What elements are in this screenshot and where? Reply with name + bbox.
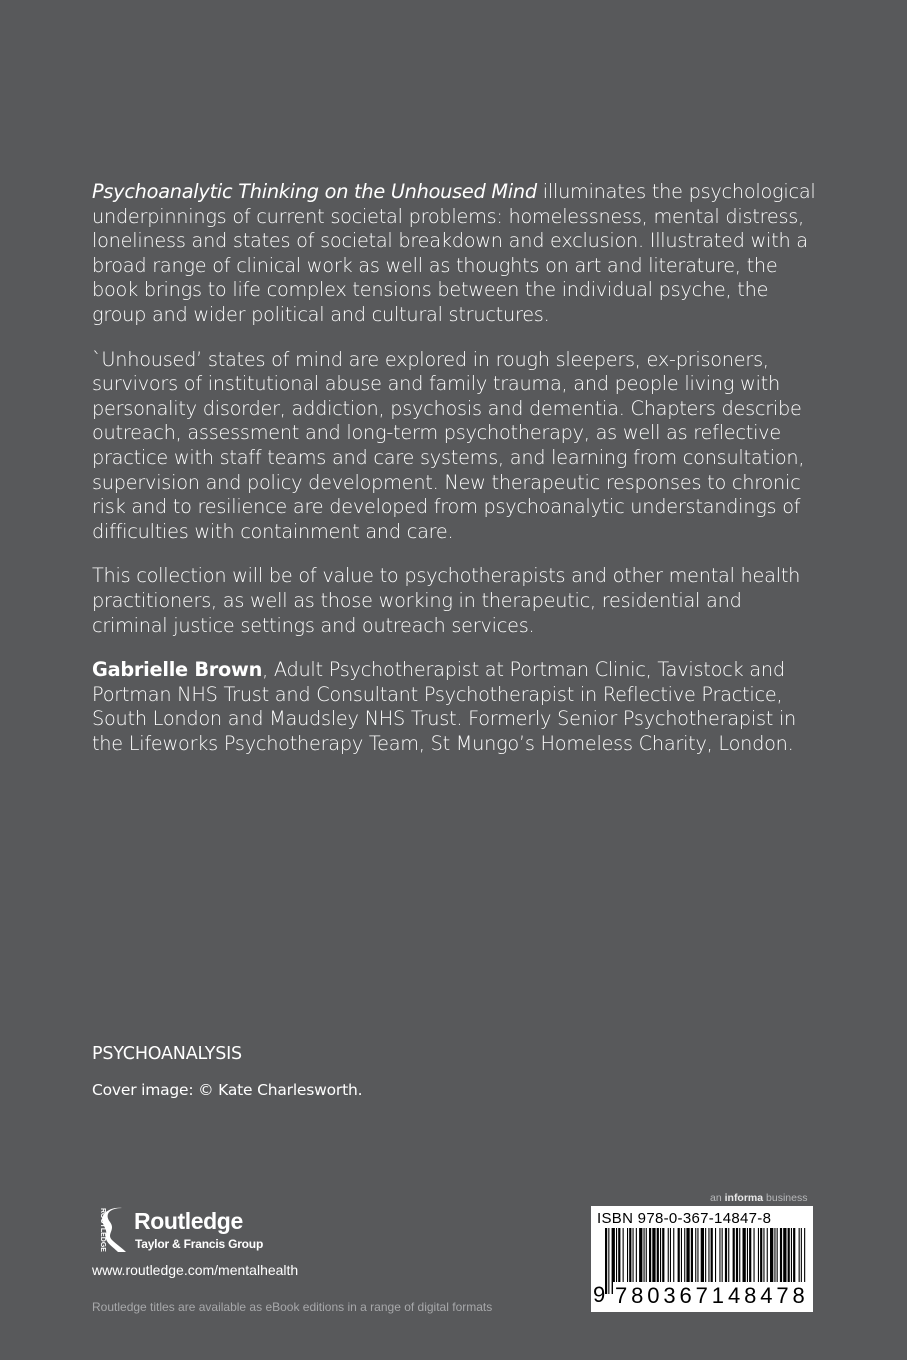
routledge-vertical-text: ROUTLEDGE <box>99 1208 106 1252</box>
informa-suffix: business <box>763 1192 808 1204</box>
author-name: Gabrielle Brown <box>92 658 263 682</box>
cover-image-credit: Cover image: © Kate Charlesworth. <box>92 1081 363 1099</box>
book-title: Psychoanalytic Thinking on the Unhoused Mind <box>92 180 537 203</box>
barcode-bar <box>605 1228 607 1294</box>
blurb-paragraph-3: This collection will be of value to psychotherapists and other mental health practitioners, as well as those working in therapeutic, residential and criminal justice settings and outreach services. <box>92 564 801 637</box>
isbn-barcode <box>591 1206 813 1312</box>
informa-prefix: an <box>710 1192 725 1204</box>
blurb-paragraph-1-text: illuminates the psychological underpinnings of current societal problems: homelessness, mental distress, loneliness and states of societal breakdown and exclusion. Illustrated with a broad range of clinical work as well as thoughts on art and literature, the book brings to life complex tensions between the individual psyche, the group and wider political and cultural structures. <box>92 180 816 326</box>
blurb-paragraph-2: `Unhoused’ states of mind are explored in rough sleepers, ex-prisoners, survivors of institutional abuse and family trauma, and people living with personality disorder, addiction, psychosis and dementia. Chapters describe outreach, assessment and long-term psychotherapy, as well as reflective practice with staff teams and care systems, and learning from consultation, supervision and policy development. New therapeutic responses to chronic risk and to resilience are developed from psychoanalytic understandings of difficulties with containment and care. <box>92 347 805 543</box>
publisher-website-link[interactable]: www.routledge.com/mentalhealth <box>92 1262 299 1278</box>
author-bio <box>92 658 822 756</box>
subject-category: PSYCHOANALYSIS <box>92 1044 242 1064</box>
routledge-logo <box>92 1204 292 1256</box>
publisher-group: Taylor & Francis Group <box>135 1237 264 1251</box>
author-bio-text: , Adult Psychotherapist at Portman Clinic, Tavistock and Portman NHS Trust and Consultant Psychotherapist in Reflective Practice, South London and Maudsley NHS Trust. Formerly Senior Psychotherapist in the Lifeworks Psychotherapy Team, St Mungo’s Homeless Charity, London. <box>92 658 797 755</box>
barcode-digits: 780367148478 <box>613 1282 811 1310</box>
barcode-first-digit: 9 <box>593 1282 606 1307</box>
publisher-name: Routledge <box>134 1208 243 1234</box>
ebook-availability-note: Routledge titles are available as eBook editions in a range of digital formats <box>92 1300 493 1314</box>
informa-brand: informa <box>724 1192 764 1204</box>
barcode-bar <box>608 1228 609 1294</box>
informa-business-tag <box>710 1192 807 1204</box>
isbn-number: ISBN 978-0-367-14847-8 <box>597 1210 772 1227</box>
routledge-logo-icon <box>92 1204 128 1256</box>
back-cover-blurb <box>92 180 822 776</box>
blurb-paragraph-1 <box>92 180 822 328</box>
